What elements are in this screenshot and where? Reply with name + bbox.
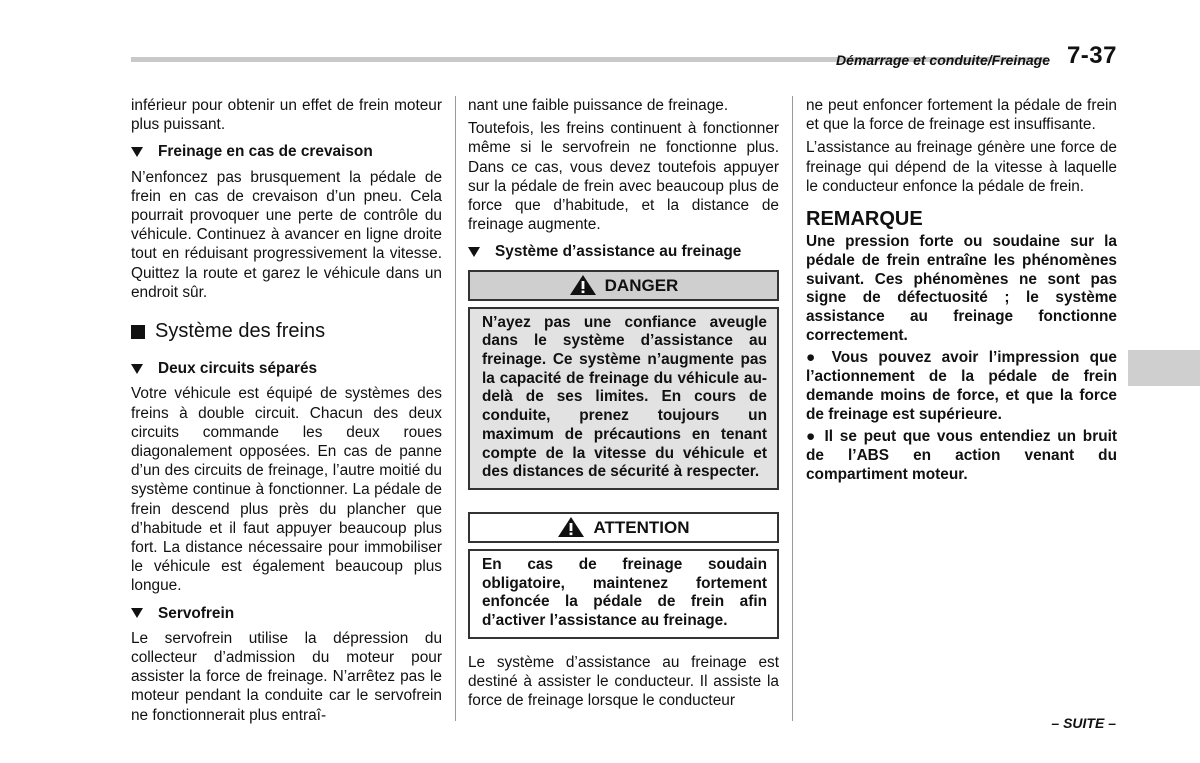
subheading-label: Servofrein <box>158 604 235 622</box>
section-heading <box>131 322 442 341</box>
column-2 <box>468 96 779 714</box>
danger-text: N’ayez pas une confiance aveugle dans le système d’assistance au freinage. Ce système n’augmente pas la capacité de freinage du véhicule au-delà de ses limites. En cours de conduite, prenez toujours un maximum de précautions en tenant compte de la vitesse du véhicule et des distances de sécurité à respecter. <box>468 307 779 490</box>
attention-header <box>468 512 779 543</box>
triangle-down-icon <box>131 608 143 618</box>
section-heading-label: Système des freins <box>155 320 326 343</box>
subheading-label: Deux circuits séparés <box>158 360 318 378</box>
page-number: 7-37 <box>1066 42 1117 69</box>
triangle-down-icon <box>131 147 143 157</box>
remarque-body <box>806 233 1117 484</box>
subheading <box>131 604 442 623</box>
paragraph: L’assistance au freinage génère une force de freinage qui dépend de la vitesse à laquelle le conducteur enfonce la pédale de frein. <box>806 139 1117 195</box>
paragraph: Toutefois, les freins continuent à fonctionner même si le servofrein ne fonctionne plus. Dans ce cas, vous devez toutefois appuyer sur la pédale de frein avec beaucoup plus de force que d’habitude, et la distance de freinage augmente. <box>468 120 779 234</box>
triangle-down-icon <box>468 247 480 257</box>
paragraph: N’enfoncez pas brusquement la pédale de frein en cas de crevaison d’un pneu. Cela pourrait provoquer une perte de contrôle du véhicule. Continuez à avancer en ligne droite tout en réduisant progressivement la vitesse. Quittez la route et garez le véhicule dans un endroit sûr. <box>131 168 442 301</box>
bullet-item: ● Il se peut que vous entendiez un bruit de l’ABS en action venant du compartiment moteur. <box>806 428 1117 483</box>
triangle-down-icon <box>131 364 143 374</box>
column-divider <box>792 96 793 721</box>
subheading <box>131 359 442 378</box>
column-3 <box>806 96 1117 488</box>
column-divider <box>455 96 456 721</box>
paragraph: Le système d’assistance au freinage est destiné à assister le conducteur. Il assiste la force de freinage lorsque le conducteur <box>468 653 779 710</box>
paragraph: nant une faible puissance de freinage. <box>468 97 729 114</box>
paragraph: Votre véhicule est équipé de systèmes des freins à double circuit. Chacun des deux circuits commande les deux roues diagonalement opposées. En cas de panne d’un des circuits de freinage, l’autre moitié du système continue à fonctionner. La pédale de frein descend plus près du plancher que d’habitude et il faut appuyer beaucoup plus fort. La distance nécessaire pour immobiliser le véhicule est également beaucoup plus longue. <box>131 385 442 595</box>
danger-header <box>468 270 779 301</box>
subheading-label: Freinage en cas de crevaison <box>158 143 373 161</box>
paragraph: ne peut enfoncer fortement la pédale de frein et que la force de freinage est insuffisante. <box>806 97 1117 134</box>
continued-marker: – SUITE – <box>1051 715 1116 731</box>
remarque-heading: REMARQUE <box>806 208 923 231</box>
danger-label: DANGER <box>604 275 679 295</box>
attention-label: ATTENTION <box>593 517 690 537</box>
paragraph: inférieur pour obtenir un effet de frein moteur plus puissant. <box>131 97 442 134</box>
column-1 <box>131 96 442 729</box>
chapter-tab <box>1128 350 1200 386</box>
bullet-item: ● Vous pouvez avoir l’impression que l’actionnement de la pédale de frein demande moins de force, et que la force de freinage est supérieure. <box>806 349 1117 423</box>
paragraph: Le servofrein utilise la dépression du collecteur d’admission du moteur pour assister la force de freinage. N’arrêtez pas le moteur pendant la conduite car le servofrein ne fonctionnerait plus entraî- <box>131 629 442 724</box>
warning-triangle-icon <box>569 274 597 296</box>
section-title: Démarrage et conduite/Freinage <box>836 52 1050 68</box>
attention-text: En cas de freinage soudain obligatoire, maintenez fortement enfoncée la pédale de frein afin d’activer l’assistance au freinage. <box>468 549 779 639</box>
black-square-icon <box>131 325 145 339</box>
subheading-label: Système d’assistance au freinage <box>495 243 742 261</box>
paragraph: Une pression forte ou soudaine sur la pédale de frein entraîne les phénomènes suivant. Ces phénomènes ne sont pas signe de défectuosité ; le système assistance au freinage fonctionne correctement. <box>806 233 1117 344</box>
subheading <box>131 142 442 161</box>
subheading <box>468 242 779 261</box>
warning-triangle-icon <box>557 516 585 538</box>
